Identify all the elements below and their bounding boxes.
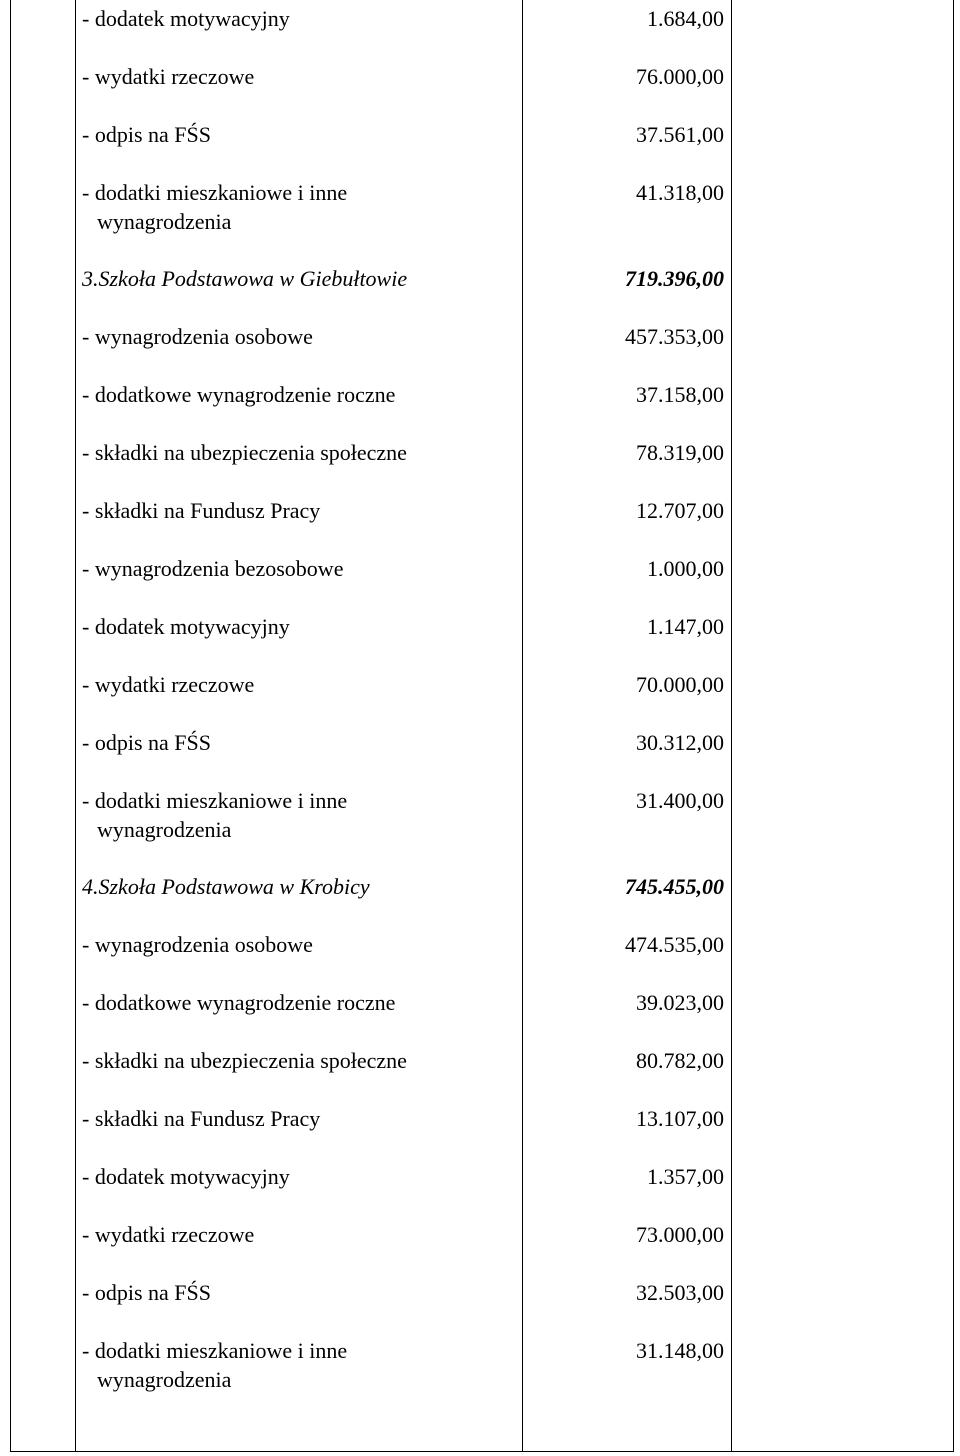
- table-border-bottom: [10, 1451, 954, 1452]
- row-label-line2: wynagrodzenia: [97, 209, 232, 234]
- table-row: [82, 178, 724, 236]
- row-label: - wynagrodzenia osobowe: [82, 324, 313, 349]
- table-row: [82, 554, 724, 612]
- row-label: [82, 178, 482, 236]
- row-label: - składki na ubezpieczenia społeczne: [82, 1048, 407, 1073]
- row-label: [82, 1336, 482, 1394]
- row-amount: 73.000,00: [636, 1222, 724, 1247]
- row-amount: 457.353,00: [625, 324, 724, 349]
- row-label: - składki na Fundusz Pracy: [82, 1106, 321, 1131]
- row-amount: 13.107,00: [636, 1106, 724, 1131]
- row-amount: 32.503,00: [636, 1280, 724, 1305]
- table-row: [82, 786, 724, 844]
- row-amount: 78.319,00: [636, 440, 724, 465]
- table-row: [82, 1220, 724, 1278]
- table-row: [82, 670, 724, 728]
- row-label: - dodatkowe wynagrodzenie roczne: [82, 382, 396, 407]
- section-header-row: [82, 264, 724, 322]
- row-label: - wynagrodzenia osobowe: [82, 932, 313, 957]
- row-amount: 12.707,00: [636, 498, 724, 523]
- row-amount: 80.782,00: [636, 1048, 724, 1073]
- row-amount: 31.400,00: [636, 788, 724, 813]
- table-border-amount-right: [731, 0, 732, 1452]
- section-header-amount: 745.455,00: [625, 874, 724, 899]
- section-header-amount: 719.396,00: [625, 266, 724, 291]
- section-header-label: 3.Szkoła Podstawowa w Giebułtowie: [82, 266, 408, 291]
- row-label: - odpis na FŚS: [82, 1280, 211, 1305]
- row-amount: 1.357,00: [647, 1164, 724, 1189]
- row-amount: 76.000,00: [636, 64, 724, 89]
- table-row: [82, 1104, 724, 1162]
- row-label-line2: wynagrodzenia: [97, 817, 232, 842]
- row-label: [82, 786, 482, 844]
- row-amount: 41.318,00: [636, 180, 724, 205]
- row-amount: 1.000,00: [647, 556, 724, 581]
- table-row: [82, 930, 724, 988]
- row-amount: 37.158,00: [636, 382, 724, 407]
- section-header-label: 4.Szkoła Podstawowa w Krobicy: [82, 874, 370, 899]
- row-label-line2: wynagrodzenia: [97, 1367, 232, 1392]
- row-label-line1: - dodatki mieszkaniowe i inne: [82, 1338, 348, 1363]
- row-amount: 39.023,00: [636, 990, 724, 1015]
- table-row: [82, 1162, 724, 1220]
- row-label: - odpis na FŚS: [82, 730, 211, 755]
- table-border-right: [953, 0, 954, 1452]
- row-label: - dodatkowe wynagrodzenie roczne: [82, 990, 396, 1015]
- table-row: [82, 322, 724, 380]
- table-row: [82, 1278, 724, 1336]
- table-row: [82, 496, 724, 554]
- row-amount: 31.148,00: [636, 1338, 724, 1363]
- table-row: [82, 988, 724, 1046]
- row-label: - dodatek motywacyjny: [82, 6, 290, 31]
- table-row: [82, 4, 724, 62]
- row-label: - odpis na FŚS: [82, 122, 211, 147]
- row-label: - składki na Fundusz Pracy: [82, 498, 321, 523]
- row-amount: 30.312,00: [636, 730, 724, 755]
- row-label: - wydatki rzeczowe: [82, 672, 255, 697]
- table-row: [82, 1336, 724, 1394]
- table-row: [82, 380, 724, 438]
- table-row: [82, 1046, 724, 1104]
- row-amount: 70.000,00: [636, 672, 724, 697]
- row-label: - wynagrodzenia bezosobowe: [82, 556, 344, 581]
- row-amount: 474.535,00: [625, 932, 724, 957]
- row-amount: 1.684,00: [647, 6, 724, 31]
- table-border-label-column: [75, 0, 76, 1452]
- table-row: [82, 728, 724, 786]
- row-label-line1: - dodatki mieszkaniowe i inne: [82, 180, 348, 205]
- table-row: [82, 120, 724, 178]
- table-border-left: [10, 0, 11, 1452]
- row-label: - dodatek motywacyjny: [82, 614, 290, 639]
- row-amount: 37.561,00: [636, 122, 724, 147]
- row-amount: 1.147,00: [647, 614, 724, 639]
- row-label: - dodatek motywacyjny: [82, 1164, 290, 1189]
- section-header-row: [82, 872, 724, 930]
- row-label: - wydatki rzeczowe: [82, 64, 255, 89]
- row-label-line1: - dodatki mieszkaniowe i inne: [82, 788, 348, 813]
- table-row: [82, 612, 724, 670]
- table-row: [82, 438, 724, 496]
- table-row: [82, 62, 724, 120]
- row-label: - wydatki rzeczowe: [82, 1222, 255, 1247]
- row-label: - składki na ubezpieczenia społeczne: [82, 440, 407, 465]
